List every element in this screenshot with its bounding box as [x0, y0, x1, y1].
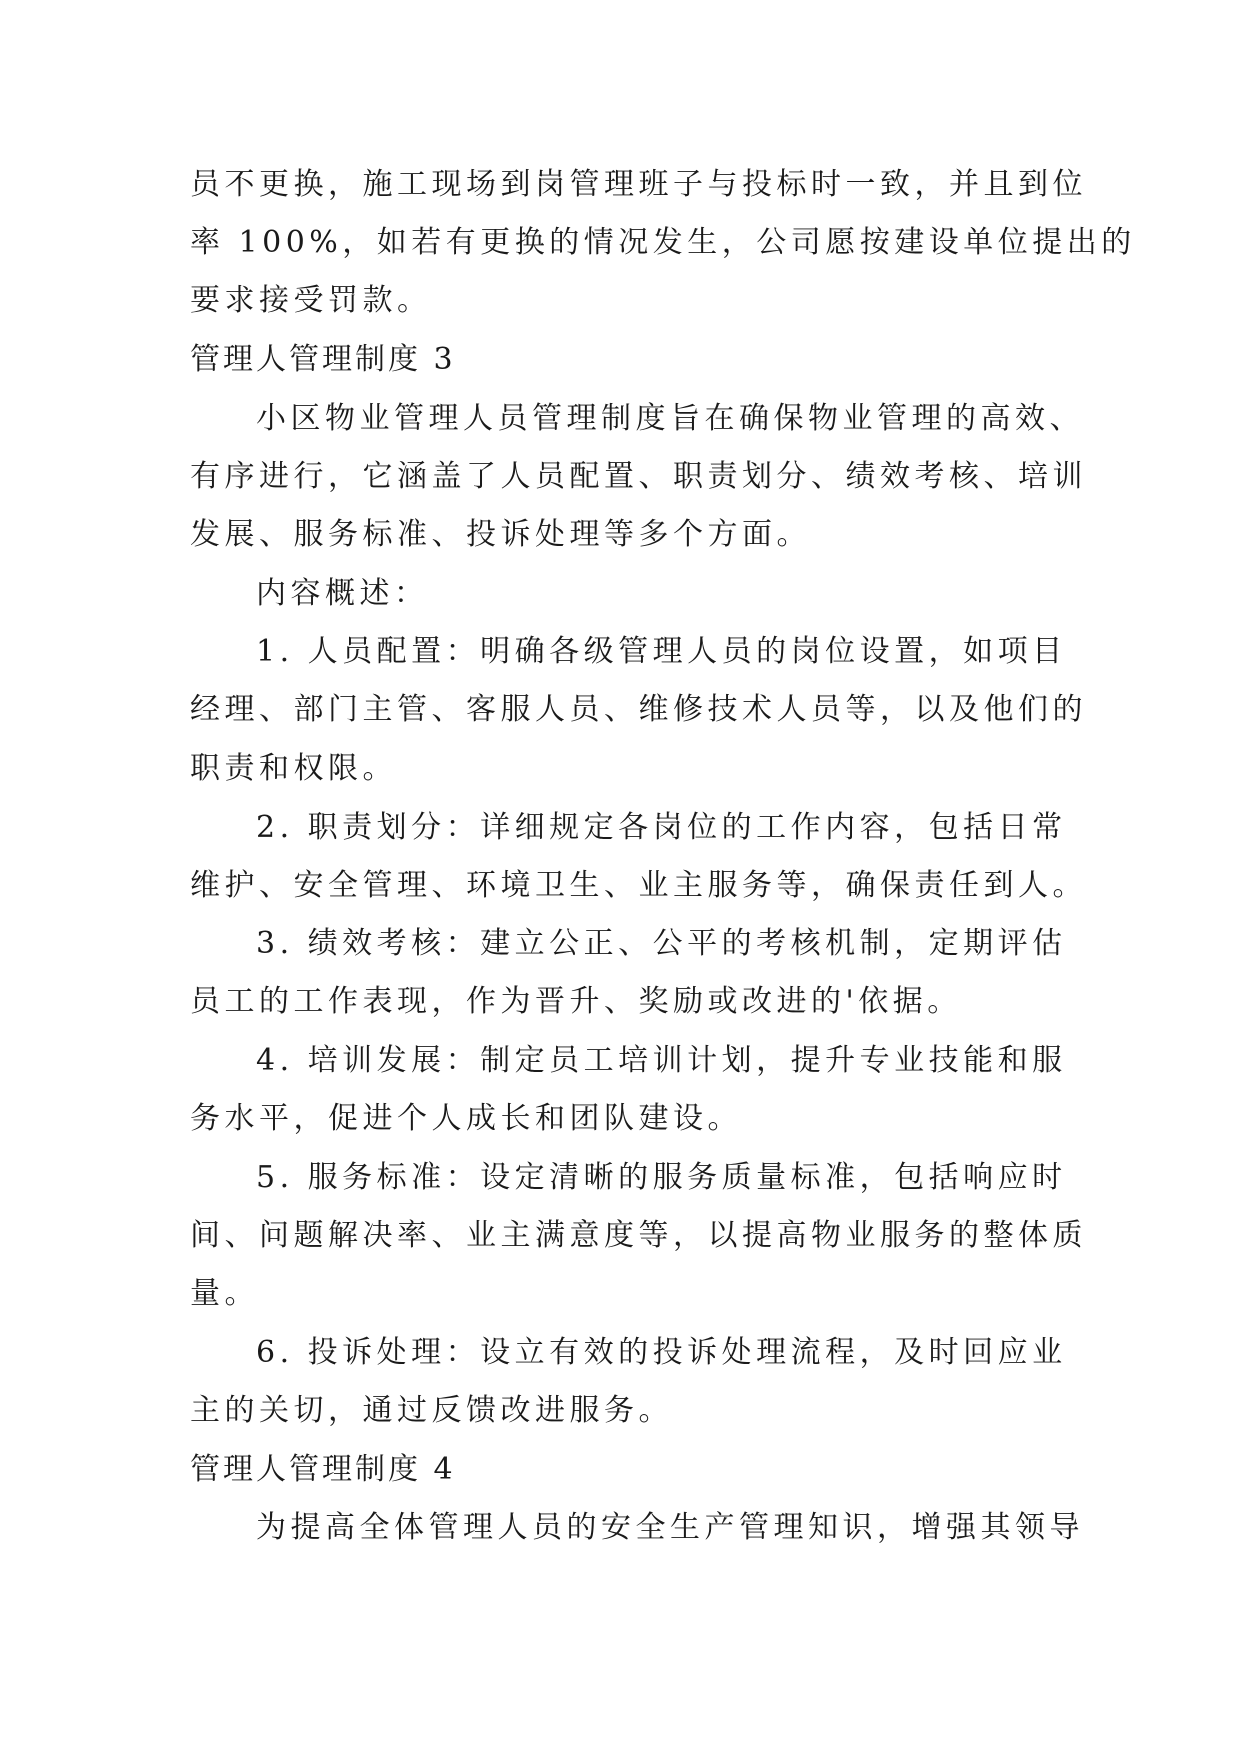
text-line: 小区物业管理人员管理制度旨在确保物业管理的高效、 — [256, 401, 1084, 436]
text-line: 4. 培训发展：制定员工培训计划，提升专业技能和服 — [256, 1043, 1067, 1078]
text-line: 有序进行，它涵盖了人员配置、职责划分、绩效考核、培训 — [190, 459, 1087, 494]
section-heading: 管理人管理制度 4 — [190, 1452, 456, 1487]
text-line: 员工的工作表现，作为晋升、奖励或改进的'依据。 — [190, 984, 962, 1019]
text-line: 为提高全体管理人员的安全生产管理知识，增强其领导 — [256, 1510, 1084, 1545]
text-line: 内容概述： — [256, 576, 429, 611]
text-line: 6. 投诉处理：设立有效的投诉处理流程，及时回应业 — [256, 1335, 1067, 1370]
text-line: 间、问题解决率、业主满意度等，以提高物业服务的整体质 — [190, 1218, 1087, 1253]
text-line: 员不更换，施工现场到岗管理班子与投标时一致，并且到位 — [190, 167, 1087, 202]
text-line: 务水平，促进个人成长和团队建设。 — [190, 1101, 742, 1136]
text-line: 经理、部门主管、客服人员、维修技术人员等，以及他们的 — [190, 692, 1087, 727]
text-line: 主的关切，通过反馈改进服务。 — [190, 1393, 673, 1428]
section-heading: 管理人管理制度 3 — [190, 342, 456, 377]
text-line: 职责和权限。 — [190, 751, 397, 786]
text-line: 维护、安全管理、环境卫生、业主服务等，确保责任到人。 — [190, 868, 1087, 903]
text-line: 3. 绩效考核：建立公正、公平的考核机制，定期评估 — [256, 926, 1067, 961]
text-line: 1. 人员配置：明确各级管理人员的岗位设置，如项目 — [256, 634, 1067, 669]
text-line: 率 100%，如若有更换的情况发生，公司愿按建设单位提出的 — [190, 225, 1136, 260]
text-line: 要求接受罚款。 — [190, 283, 432, 318]
text-line: 量。 — [190, 1276, 259, 1311]
text-line: 5. 服务标准：设定清晰的服务质量标准，包括响应时 — [256, 1160, 1067, 1195]
text-line: 2. 职责划分：详细规定各岗位的工作内容，包括日常 — [256, 810, 1067, 845]
text-line: 发展、服务标准、投诉处理等多个方面。 — [190, 517, 811, 552]
